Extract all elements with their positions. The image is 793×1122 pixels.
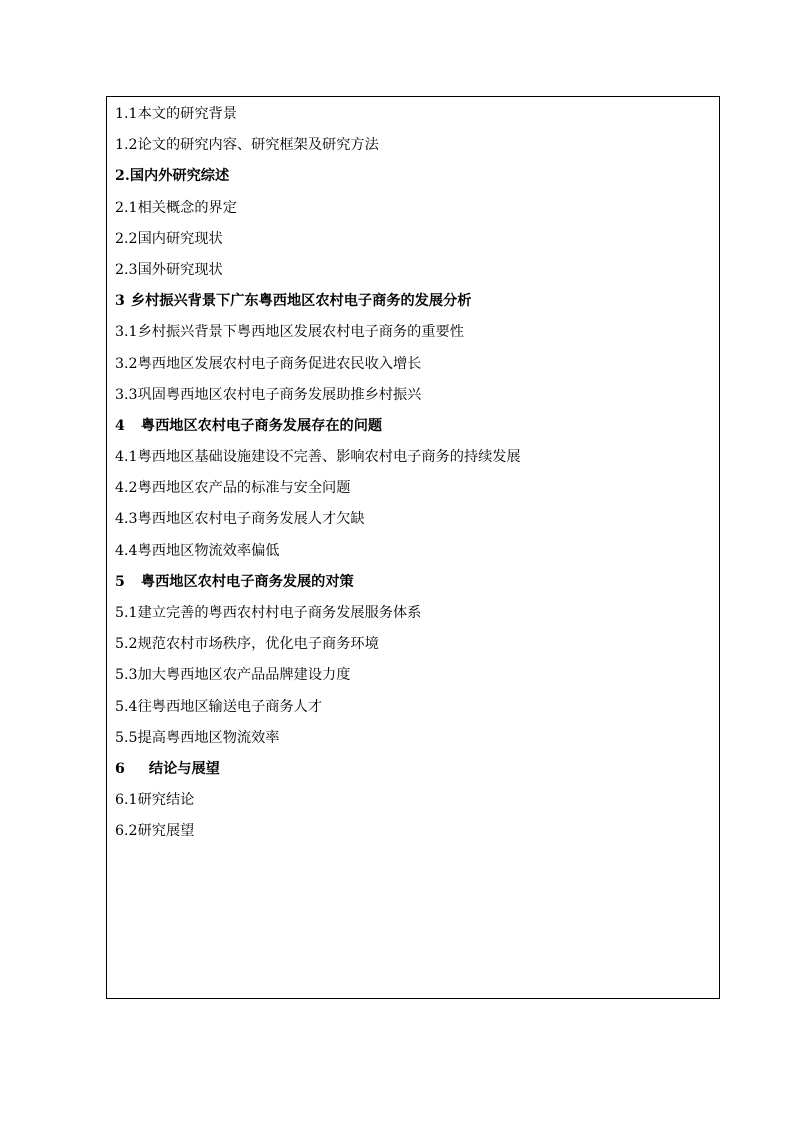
outline-title: 论文的研究内容、研究框架及研究方法 — [137, 137, 379, 154]
outline-item — [115, 135, 711, 166]
outline-heading — [115, 759, 711, 790]
outline-number: 3.1 — [115, 324, 138, 341]
outline-item — [115, 198, 711, 229]
outline-item — [115, 322, 711, 353]
outline-item — [115, 447, 711, 478]
outline-number: 5.1 — [115, 605, 138, 621]
outline-number: 3.3 — [115, 386, 138, 403]
outline-title: 乡村振兴背景下广东粤西地区农村电子商务的发展分析 — [130, 293, 472, 310]
outline-number: 5.2 — [115, 636, 138, 653]
outline-title: 乡村振兴背景下粤西地区发展农村电子商务的重要性 — [137, 324, 464, 341]
outline-item — [115, 385, 711, 416]
outline-table-cell — [106, 96, 720, 999]
outline-title: 国内研究现状 — [137, 230, 223, 247]
outline-title: 规范农村市场秩序，优化电子商务环境 — [137, 636, 379, 653]
outline-title: 粤西地区农村电子商务发展的对策 — [140, 573, 354, 590]
outline-number: 5 — [115, 573, 125, 590]
outline-number: 4.3 — [115, 511, 138, 528]
outline-item — [115, 509, 711, 540]
outline-number: 5.4 — [115, 698, 138, 715]
outline-item — [115, 697, 711, 728]
outline-number: 2.3 — [115, 261, 138, 278]
outline-heading — [115, 166, 711, 197]
outline-number: 4.4 — [115, 542, 138, 559]
outline-item — [115, 603, 711, 634]
outline-item — [115, 790, 711, 821]
outline-item — [115, 634, 711, 665]
outline-title: 粤西地区物流效率偏低 — [137, 542, 280, 559]
outline-number: 6.2 — [115, 823, 138, 840]
outline-title: 相关概念的界定 — [137, 199, 237, 216]
outline-item — [115, 665, 711, 696]
outline-number: 1.1 — [115, 106, 138, 122]
outline-title: 往粤西地区输送电子商务人才 — [137, 698, 323, 715]
outline-heading — [115, 572, 711, 603]
outline-number: 2. — [115, 168, 130, 185]
outline-number: 4 — [115, 417, 125, 434]
outline-heading — [115, 416, 711, 447]
outline-item — [115, 478, 711, 509]
outline-title: 粤西地区农产品的标准与安全问题 — [137, 480, 351, 497]
outline-number: 6.1 — [115, 792, 138, 809]
outline-number: 6 — [115, 760, 125, 777]
outline-number: 4.1 — [115, 449, 138, 466]
outline-number: 2.2 — [115, 230, 138, 247]
outline-number: 3 — [115, 293, 125, 310]
outline-title: 粤西地区基础设施建设不完善、影响农村电子商务的持续发展 — [137, 449, 521, 466]
outline-title: 研究结论 — [137, 792, 195, 809]
outline-number: 5.3 — [115, 667, 138, 684]
outline-item — [115, 229, 711, 260]
outline-title: 提高粤西地区物流效率 — [137, 729, 280, 746]
outline-heading — [115, 291, 711, 322]
outline-list — [115, 104, 711, 853]
outline-title: 研究展望 — [137, 823, 195, 840]
outline-title: 国外研究现状 — [137, 261, 223, 278]
outline-item — [115, 260, 711, 291]
outline-title: 本文的研究背景 — [137, 106, 237, 122]
outline-number: 2.1 — [115, 199, 138, 216]
outline-item — [115, 728, 711, 759]
outline-number: 1.2 — [115, 137, 138, 154]
outline-title: 巩固粤西地区农村电子商务发展助推乡村振兴 — [137, 386, 422, 403]
outline-item — [115, 541, 711, 572]
outline-number: 5.5 — [115, 729, 138, 746]
outline-title: 粤西地区发展农村电子商务促进农民收入增长 — [137, 355, 422, 372]
outline-title: 粤西地区农村电子商务发展人才欠缺 — [137, 511, 365, 528]
outline-number: 4.2 — [115, 480, 138, 497]
outline-item — [115, 821, 711, 852]
outline-item — [115, 104, 711, 135]
outline-item — [115, 354, 711, 385]
outline-title: 国内外研究综述 — [129, 168, 230, 185]
outline-title: 结论与展望 — [148, 760, 220, 777]
outline-title: 加大粤西地区农产品品牌建设力度 — [137, 667, 351, 684]
outline-title: 粤西地区农村电子商务发展存在的问题 — [140, 417, 383, 434]
outline-title: 建立完善的粤西农村村电子商务发展服务体系 — [137, 605, 422, 621]
outline-number: 3.2 — [115, 355, 138, 372]
